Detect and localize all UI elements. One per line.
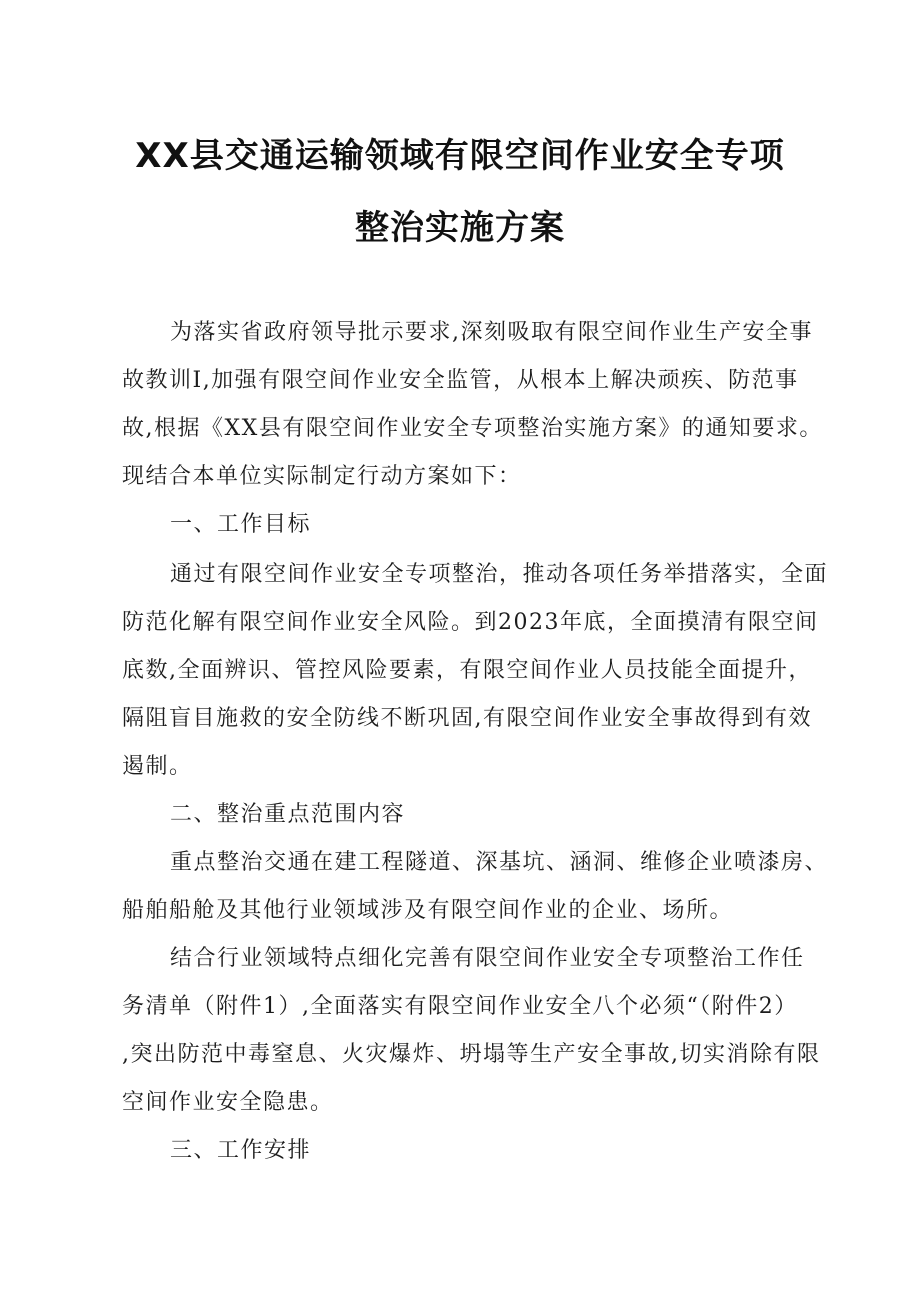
paragraph-line: 故教训I,加强有限空间作业安全监管，从根本上解决顽疾、防范事 [122, 368, 799, 393]
paragraph-line: 遏制。 [122, 754, 193, 779]
paragraph-line: 务清单（附件1）,全面落实有限空间作业安全八个必须“（附件2） [122, 994, 798, 1019]
paragraph-line: 重点整治交通在建工程隧道、深基坑、涵洞、维修企业喷漆房、 [170, 850, 829, 875]
section-heading: 二、整治重点范围内容 [170, 802, 406, 827]
document-title-line-2: 整治实施方案 [355, 208, 565, 248]
paragraph-line: 隔阻盲目施救的安全防线不断巩固,有限空间作业安全事故得到有效 [122, 706, 812, 731]
paragraph-line: 结合行业领域特点细化完善有限空间作业安全专项整治工作任 [170, 946, 805, 971]
paragraph-line: 为落实省政府领导批示要求,深刻吸取有限空间作业生产安全事 [170, 320, 813, 345]
paragraph-line: 现结合本单位实际制定行动方案如下： [122, 464, 522, 489]
section-heading: 三、工作安排 [170, 1138, 312, 1163]
paragraph-line: 防范化解有限空间作业安全风险。到2023年底，全面摸清有限空间 [122, 610, 819, 635]
paragraph-line: ,突出防范中毒窒息、火灾爆炸、坍塌等生产安全事故,切实消除有限 [122, 1042, 821, 1067]
paragraph-line: 船舶船舱及其他行业领域涉及有限空间作业的企业、场所。 [122, 898, 734, 923]
paragraph-line: 底数,全面辨识、管控风险要素，有限空间作业人员技能全面提升， [122, 658, 812, 683]
paragraph-line: 空间作业安全隐患。 [122, 1090, 334, 1115]
section-heading: 一、工作目标 [170, 512, 312, 537]
paragraph-line: 故,根据《XX县有限空间作业安全专项整治实施方案》的通知要求。 [122, 416, 823, 441]
document-title-line-1: XX县交通运输领域有限空间作业安全专项 [135, 136, 785, 176]
paragraph-line: 通过有限空间作业安全专项整治，推动各项任务举措落实，全面 [170, 562, 829, 587]
